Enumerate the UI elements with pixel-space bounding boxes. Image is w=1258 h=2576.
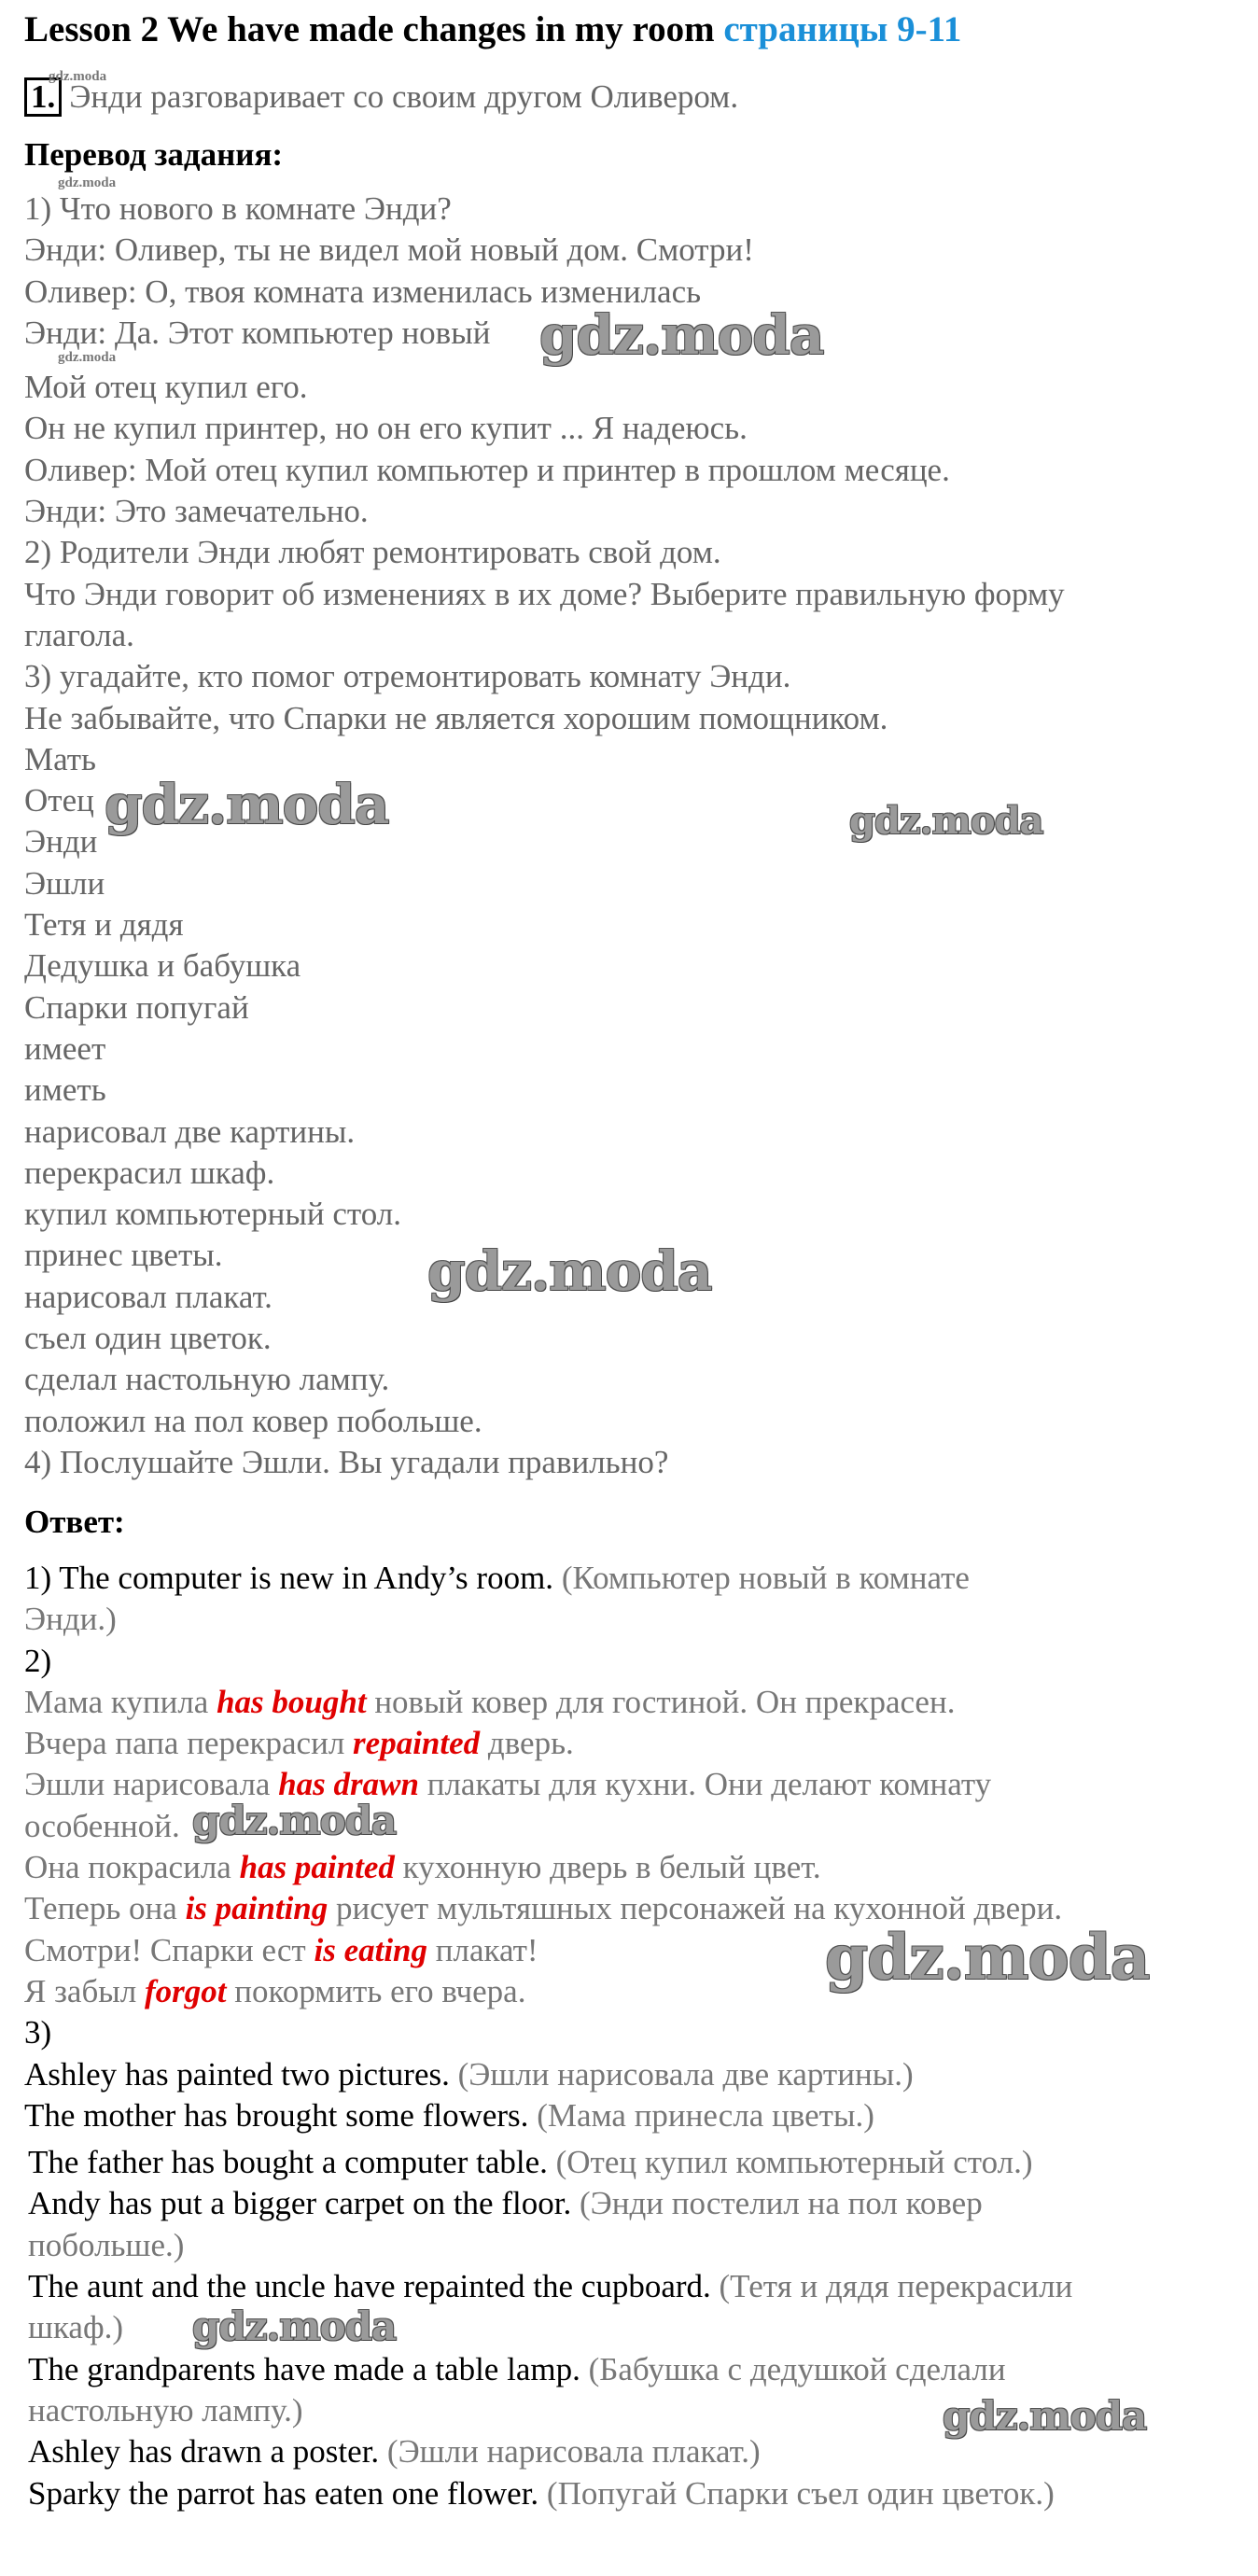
answer-lines [24, 1558, 1072, 2514]
translation-line: 3) угадайте, кто помог отремонтировать комнату Энди. [24, 658, 791, 695]
part3-line [24, 2142, 1072, 2183]
translation-line: Отец [24, 782, 94, 819]
translation-line: перекрасил шкаф. [24, 1154, 275, 1191]
verb-answer: is eating [314, 1931, 428, 1968]
translation-line: положил на пол ковер побольше. [24, 1402, 482, 1439]
sentence-end: плакат! [435, 1931, 538, 1968]
part3-line [24, 2183, 1072, 2224]
answer-ru: (Эшли нарисовала плакат.) [386, 2433, 761, 2471]
answer-en: 1) The computer is new in Andy’s room. [24, 1560, 554, 1596]
part2-label: 2) [24, 1642, 52, 1679]
part3-line [24, 2307, 1072, 2348]
answer-ru: (Бабушка с дедушкой сделали [588, 2350, 1006, 2387]
verb-answer: repainted [353, 1725, 481, 1762]
sentence-start: Теперь она [24, 1890, 177, 1927]
answer-heading: Ответ: [24, 1504, 125, 1540]
answer-en: Ashley has drawn a poster. [28, 2433, 380, 2471]
lesson-title [24, 7, 961, 52]
translation-line: Энди: Оливер, ты не видел мой новый дом. Смотри! [24, 231, 754, 269]
translation-line: глагола. [24, 616, 134, 653]
translation-line: иметь [24, 1071, 106, 1109]
answer-en: Ashley has painted two pictures. [24, 2055, 450, 2093]
answer-ru: настольную лампу.) [28, 2391, 303, 2429]
translation-line: Энди: Да. Этот компьютер новый [24, 314, 491, 351]
translation-line: Дедушка и бабушка [24, 947, 301, 985]
watermark-small: gdz.moda [58, 350, 117, 365]
translation-line: 2) Родители Энди любят ремонтировать свой дом. [24, 534, 721, 571]
sentence-end: новый ковер для гостиной. Он прекрасен. [374, 1683, 956, 1720]
translation-line: имеет [24, 1029, 106, 1067]
translation-line: Не забывайте, что Спарки не является хорошим помощником. [24, 699, 888, 736]
part3-line [24, 2431, 1072, 2472]
part3-line [24, 2349, 1072, 2390]
sentence-end: кухонную дверь в белый цвет. [402, 1849, 821, 1886]
watermark: gdz.moda [849, 799, 1043, 843]
translation-line: Мать [24, 740, 97, 777]
translation-line: 4) Послушайте Эшли. Вы угадали правильно? [24, 1443, 669, 1480]
part2-line [24, 1806, 1072, 1847]
translation-line: Оливер: О, твоя комната изменилась изменилась [24, 273, 702, 310]
part3-label: 3) [24, 2014, 52, 2051]
answer-part1-cont [24, 1599, 1072, 1640]
translation-line: Мой отец купил его. [24, 369, 308, 406]
sentence-end: рисует мультяшных персонажей на кухонной двери. [336, 1890, 1063, 1927]
title-text: Lesson 2 We have made changes in my room [24, 9, 715, 49]
part2-line [24, 1682, 1072, 1723]
answer-ru: (Мама принесла цветы.) [537, 2096, 874, 2134]
sentence-start: особенной. [24, 1807, 180, 1844]
answer-en: Andy has put a bigger carpet on the floor. [28, 2185, 572, 2222]
translation-line: 1) Что нового в комнате Энди? [24, 190, 452, 227]
part3-line [24, 2095, 1072, 2136]
translation-line: Тетя и дядя [24, 906, 184, 944]
translation-line: Спарки попугай [24, 988, 249, 1026]
sentence-start: Мама купила [24, 1683, 209, 1720]
part3-line [24, 2473, 1072, 2514]
verb-answer: forgot [145, 1972, 227, 2009]
answer-en: The mother has brought some flowers. [24, 2096, 529, 2134]
answer-en: Sparky the parrot has eaten one flower. [28, 2474, 539, 2512]
watermark: gdz.moda [943, 2393, 1147, 2439]
translation-line: Энди: Это замечательно. [24, 493, 369, 530]
answer-ru: Энди.) [24, 1601, 117, 1638]
answer-ru: (Попугай Спарки съел один цветок.) [546, 2474, 1055, 2512]
sentence-end: плакаты для кухни. Они делают комнату [426, 1766, 992, 1803]
translation-line: купил компьютерный стол. [24, 1196, 401, 1233]
sentence-start: Эшли нарисовала [24, 1766, 271, 1803]
part2-line [24, 1723, 1072, 1764]
answer-part1 [24, 1558, 1072, 1599]
part3-line [24, 2266, 1072, 2307]
watermark: gdz.moda [192, 2303, 397, 2349]
watermark: gdz.moda [427, 1239, 712, 1303]
translation-heading: Перевод задания: [24, 136, 284, 173]
translation-line: съел один цветок. [24, 1320, 272, 1357]
translation-line: Что Энди говорит об изменениях в их доме? Выберите правильную форму [24, 575, 1065, 612]
watermark: gdz.moda [825, 1921, 1150, 1994]
verb-answer: has drawn [278, 1766, 419, 1803]
sentence-end: дверь. [487, 1725, 574, 1762]
translation-line: Он не купил принтер, но он его купит ... Я надеюсь. [24, 410, 748, 447]
sentence-start: Она покрасила [24, 1849, 231, 1886]
watermark-small: gdz.moda [49, 69, 107, 84]
part3-container [24, 2054, 1072, 2514]
task-number: 1. [24, 77, 62, 117]
answer-en: The grandparents have made a table lamp. [28, 2350, 580, 2387]
verb-answer: has painted [239, 1849, 395, 1886]
translation-line: принес цветы. [24, 1237, 223, 1274]
translation-line: Оливер: Мой отец купил компьютер и принтер в прошлом месяце. [24, 451, 950, 488]
watermark-small: gdz.moda [58, 175, 117, 190]
part2-line [24, 1764, 1072, 1805]
answer-ru: (Компьютер новый в комнате [561, 1560, 970, 1596]
sentence-start: Вчера папа перекрасил [24, 1725, 345, 1762]
answer-ru: побольше.) [28, 2226, 185, 2263]
task-line [24, 76, 738, 119]
answer-en: The aunt and the uncle have repainted the cupboard. [28, 2268, 711, 2305]
answer-ru: (Тетя и дядя перекрасили [719, 2268, 1073, 2305]
page-range: страницы 9-11 [723, 9, 962, 49]
translation-line: сделал настольную лампу. [24, 1361, 390, 1398]
answer-ru: (Эшли нарисовала две картины.) [457, 2055, 914, 2093]
verb-answer: has bought [217, 1683, 367, 1720]
translation-line: Эшли [24, 864, 105, 902]
translation-line: нарисовал две картины. [24, 1113, 356, 1150]
sentence-end: покормить его вчера. [234, 1972, 526, 2009]
watermark: gdz.moda [192, 1798, 397, 1843]
verb-answer: is painting [185, 1890, 328, 1927]
task-text: Энди разговаривает со своим другом Оливером. [69, 78, 739, 115]
part2-line [24, 1847, 1072, 1888]
translation-line: Энди [24, 823, 98, 861]
sentence-start: Смотри! Спарки ест [24, 1931, 306, 1968]
answer-ru: (Отец купил компьютерный стол.) [555, 2144, 1033, 2181]
watermark: gdz.moda [539, 303, 824, 367]
answer-en: The father has bought a computer table. [28, 2144, 548, 2181]
part3-line [24, 2390, 1072, 2431]
translation-line: нарисовал плакат. [24, 1278, 273, 1315]
part3-line [24, 2054, 1072, 2095]
part3-line [24, 2225, 1072, 2266]
watermark: gdz.moda [105, 773, 389, 836]
answer-ru: (Энди постелил на пол ковер [579, 2185, 983, 2222]
sentence-start: Я забыл [24, 1972, 137, 2009]
answer-ru: шкаф.) [28, 2309, 124, 2346]
